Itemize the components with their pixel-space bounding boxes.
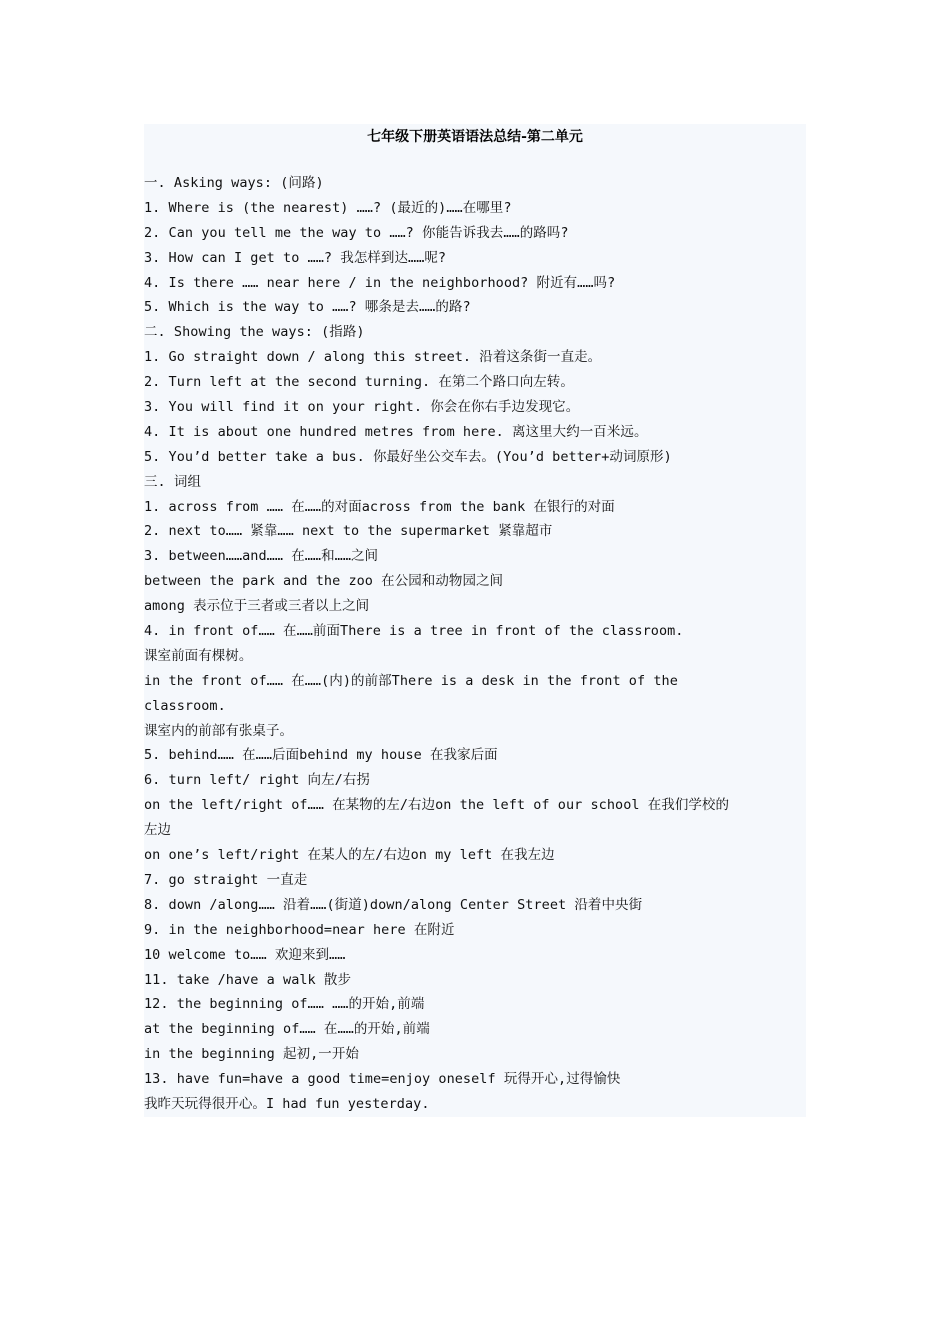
text-line: on the left/right of…… 在某物的左/右边on the left of our school 在我们学校的 <box>144 797 730 814</box>
text-line: 我昨天玩得很开心。I had fun yesterday. <box>144 1095 430 1112</box>
section-heading-asking-ways: 一. Asking ways: (问路) <box>144 175 324 191</box>
text-line: 6. turn left/ right 向左/右拐 <box>144 772 370 789</box>
document-title: 七年级下册英语语法总结-第二单元 <box>367 129 583 145</box>
text-line: 12. the beginning of…… ……的开始,前端 <box>144 996 425 1013</box>
text-line: 5. behind…… 在……后面behind my house 在我家后面 <box>144 747 498 764</box>
text-line: 1. Where is (the nearest) ……? (最近的)……在哪里? <box>144 199 512 216</box>
text-line: 13. have fun=have a good time=enjoy oneself 玩得开心,过得愉快 <box>144 1071 621 1088</box>
text-line: between the park and the zoo 在公园和动物园之间 <box>144 573 504 590</box>
text-line: 2. Turn left at the second turning. 在第二个路口向左转。 <box>144 374 574 391</box>
text-line: in the front of…… 在……(内)的前部There is a desk in the front of the <box>144 672 678 689</box>
text-line: 课室内的前部有张桌子。 <box>144 722 294 739</box>
text-line: 1. Go straight down / along this street. 沿着这条街一直走。 <box>144 349 602 366</box>
text-line: 左边 <box>144 822 172 839</box>
text-line: 5. Which is the way to ……? 哪条是去……的路? <box>144 299 471 316</box>
title-spacer <box>144 150 806 171</box>
text-line: on one’s left/right 在某人的左/右边on my left 在我左边 <box>144 847 555 864</box>
text-line: 5. You’d better take a bus. 你最好坐公交车去。(You’d better+动词原形) <box>144 448 672 465</box>
text-line: 3. between……and…… 在……和……之间 <box>144 548 379 565</box>
text-line: 8. down /along…… 沿着……(街道)down/along Center Street 沿着中央街 <box>144 896 643 913</box>
section-heading-phrases: 三. 词组 <box>144 473 202 490</box>
text-line: 1. across from …… 在……的对面across from the bank 在银行的对面 <box>144 498 615 515</box>
text-line: 课室前面有棵树。 <box>144 647 253 664</box>
text-line: 7. go straight 一直走 <box>144 871 308 888</box>
text-line: at the beginning of…… 在……的开始,前端 <box>144 1021 430 1038</box>
document-page <box>144 124 806 1117</box>
text-line: 2. next to…… 紧靠…… next to the supermarket 紧靠超市 <box>144 523 553 540</box>
text-line: 9. in the neighborhood=near here 在附近 <box>144 921 455 938</box>
text-line: classroom. <box>144 697 226 714</box>
text-line: 4. in front of…… 在……前面There is a tree in front of the classroom. <box>144 623 684 640</box>
text-line: 3. How can I get to ……? 我怎样到达……呢? <box>144 249 447 266</box>
text-line: 4. It is about one hundred metres from here. 离这里大约一百米远。 <box>144 423 648 440</box>
section-heading-showing-ways: 二. Showing the ways: (指路) <box>144 324 365 341</box>
text-line: 2. Can you tell me the way to ……? 你能告诉我去……的路吗? <box>144 224 569 241</box>
text-line: among 表示位于三者或三者以上之间 <box>144 598 370 615</box>
text-line: 3. You will find it on your right. 你会在你右手边发现它。 <box>144 399 580 416</box>
text-line: 11. take /have a walk 散步 <box>144 971 352 988</box>
text-line: 4. Is there …… near here / in the neighborhood? 附近有……吗? <box>144 274 616 291</box>
text-line: 10 welcome to…… 欢迎来到…… <box>144 946 346 963</box>
text-line: in the beginning 起初,一开始 <box>144 1046 359 1063</box>
